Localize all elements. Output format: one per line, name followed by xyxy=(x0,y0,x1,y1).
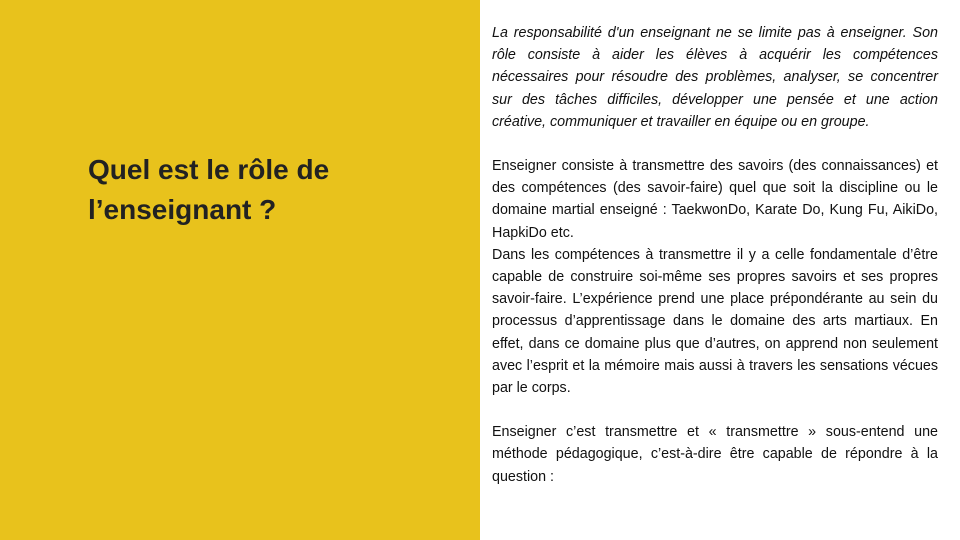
body-text-panel xyxy=(492,22,938,488)
slide-title xyxy=(88,150,458,230)
paragraph-spacer xyxy=(492,133,938,155)
paragraph-spacer xyxy=(492,399,938,421)
paragraph-transmission: Enseigner consiste à transmettre des savoirs (des connaissances) et des compétences (des savoir-faire) quel que soit la discipline ou le domaine martial enseigné : TaekwonDo, Karate Do, Kung Fu, AikiDo, HapkiDo etc. xyxy=(492,158,938,241)
paragraph-intro: La responsabilité d'un enseignant ne se limite pas à enseigner. Son rôle consiste à aider les élèves à acquérir les compétences nécessaires pour résoudre des problèmes, analyser, se concentrer sur des tâches difficiles, développer une pensée et une action créative, communiquer et travailler en équipe ou en groupe. xyxy=(492,25,938,130)
paragraph-competences: Dans les compétences à transmettre il y a celle fondamentale d’être capable de construire soi-même ses propres savoirs et ses propres savoir-faire. L’expérience prend une place prépondérante au sein du processus d’apprentissage dans le domaine des arts martiaux. En effet, dans ce domaine plus que d’autres, on apprend non seulement avec l’esprit et la mémoire mais aussi à travers les sensations vécues par le corps. xyxy=(492,246,938,397)
paragraph-methode: Enseigner c’est transmettre et « transmettre » sous-entend une méthode pédagogique, c’est-à-dire être capable de répondre à la question : xyxy=(492,424,938,485)
slide-title-line-1: Quel est le rôle de xyxy=(88,154,330,185)
slide-title-line-2: l’enseignant ? xyxy=(88,194,277,225)
